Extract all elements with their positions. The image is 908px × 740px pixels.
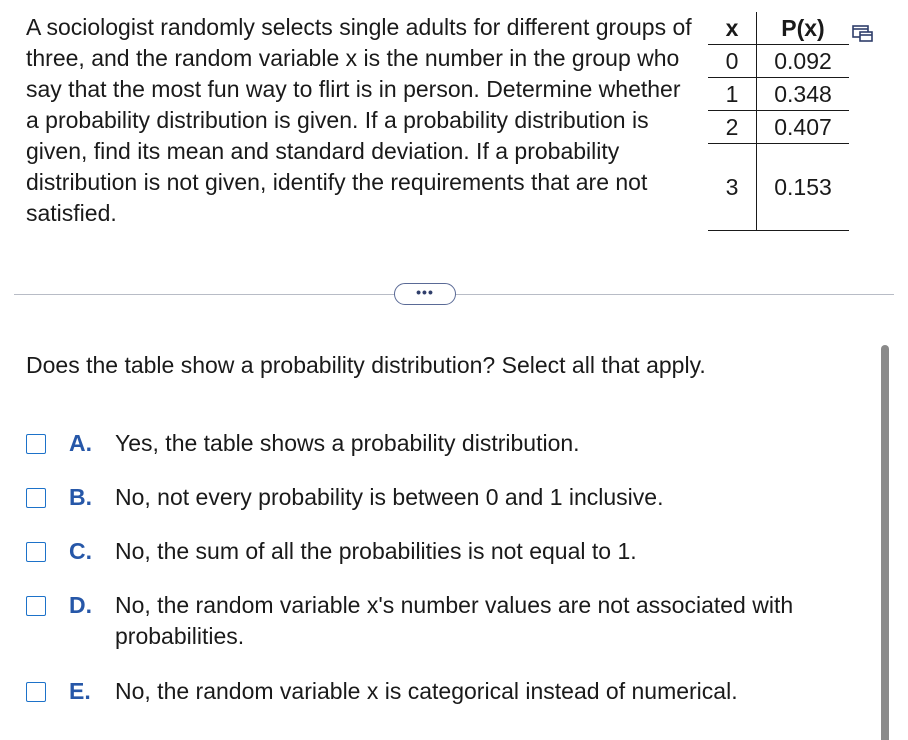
table-row bbox=[708, 45, 849, 78]
option-text: No, the random variable x's number values are not associated with probabilities. bbox=[115, 592, 794, 649]
probability-table bbox=[708, 12, 849, 231]
option-b[interactable] bbox=[26, 482, 846, 513]
option-text: No, the sum of all the probabilities is not equal to 1. bbox=[115, 538, 637, 564]
checkbox-b[interactable] bbox=[26, 488, 46, 508]
table-row bbox=[708, 78, 849, 111]
checkbox-a[interactable] bbox=[26, 434, 46, 454]
cell-px: 0.153 bbox=[757, 144, 850, 231]
option-letter: C. bbox=[69, 538, 92, 564]
option-letter: A. bbox=[69, 430, 92, 456]
table-header-row bbox=[708, 12, 849, 45]
popout-window-icon-graphic bbox=[852, 25, 874, 43]
option-letter: E. bbox=[69, 678, 91, 704]
option-text: No, not every probability is between 0 and 1 inclusive. bbox=[115, 484, 664, 510]
more-button[interactable] bbox=[394, 283, 456, 305]
problem-statement: A sociologist randomly selects single adults for different groups of three, and the random variable x is the number in the group who say that the most fun way to flirt is in person. Determine whether a probability distribution is given. If a probability distribution is given, find its mean and standard deviation. If a probability distribution is not given, identify the requirements that are not satisfied. bbox=[26, 14, 692, 226]
header-x: x bbox=[708, 12, 757, 45]
option-letter: D. bbox=[69, 592, 92, 618]
checkbox-d[interactable] bbox=[26, 596, 46, 616]
header-px: P(x) bbox=[757, 12, 850, 45]
table-row bbox=[708, 111, 849, 144]
option-c[interactable] bbox=[26, 536, 846, 567]
cell-px: 0.348 bbox=[757, 78, 850, 111]
table-row bbox=[708, 144, 849, 231]
vertical-scrollbar[interactable] bbox=[881, 345, 889, 740]
checkbox-c[interactable] bbox=[26, 542, 46, 562]
cell-x: 2 bbox=[708, 111, 757, 144]
popout-window-icon[interactable] bbox=[852, 25, 874, 43]
cell-x: 1 bbox=[708, 78, 757, 111]
option-d[interactable] bbox=[26, 590, 846, 652]
cell-px: 0.092 bbox=[757, 45, 850, 78]
ellipsis-icon: ••• bbox=[416, 284, 434, 300]
checkbox-e[interactable] bbox=[26, 682, 46, 702]
option-e[interactable] bbox=[26, 676, 846, 707]
cell-x: 0 bbox=[708, 45, 757, 78]
answer-options bbox=[26, 428, 846, 707]
question-prompt: Does the table show a probability distribution? Select all that apply. bbox=[26, 352, 706, 378]
option-text: No, the random variable x is categorical instead of numerical. bbox=[115, 678, 738, 704]
option-letter: B. bbox=[69, 484, 92, 510]
option-text: Yes, the table shows a probability distribution. bbox=[115, 430, 580, 456]
option-a[interactable] bbox=[26, 428, 846, 459]
cell-x: 3 bbox=[708, 144, 757, 231]
cell-px: 0.407 bbox=[757, 111, 850, 144]
